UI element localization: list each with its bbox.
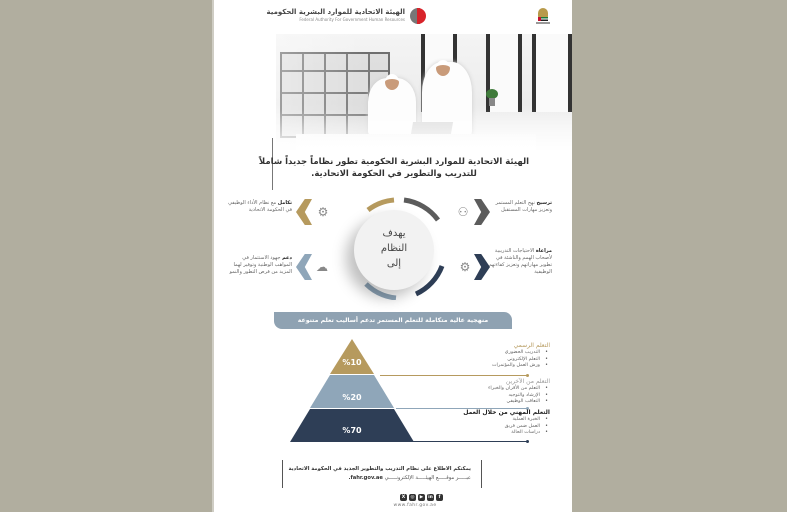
goals-center-circle bbox=[354, 210, 434, 290]
goal-continuous-learning: ترسيخ نهج التعلم المستمر وتعزيز مهارات المستقبل bbox=[495, 200, 552, 213]
org-name-ar: الهيئة الاتحادية للموارد البشرية الحكومية bbox=[266, 8, 405, 16]
org-name-en: Federal Authority For Government Human Resources bbox=[299, 17, 405, 22]
chevron-left-icon bbox=[296, 199, 312, 225]
goal-support-talent: دعم جهود الاستثمار في المواهب الوطنية وتوفير لهما المزيد من فرص التطور والنمو bbox=[229, 255, 292, 275]
list-item: • العمل ضمن فريق bbox=[420, 424, 550, 431]
learning-people-icon: ⚇ bbox=[457, 205, 469, 219]
level-learning-from-others bbox=[420, 378, 550, 406]
pyramid-tier-20 bbox=[310, 375, 394, 408]
intro-line-2: للتدريب والتطوير في الحكومة الاتحادية. bbox=[311, 169, 477, 179]
footer-url[interactable]: fahr.gov.ae. bbox=[348, 475, 383, 481]
intro-line-1: الهيئة الاتحادية للموارد البشرية الحكومية تطور نظاماً جديداً شاملاً bbox=[258, 157, 530, 167]
tier-percent-70: %70 bbox=[342, 426, 362, 435]
youtube-icon[interactable]: ▶ bbox=[419, 495, 424, 500]
list-item: • دراسات الحالة bbox=[420, 430, 550, 437]
list-item: • الإرشاد والتوجيه bbox=[420, 393, 550, 400]
goals-diagram bbox=[214, 192, 572, 307]
head-gears-icon: ⚙ bbox=[459, 260, 471, 274]
header bbox=[214, 0, 572, 32]
chevron-left-icon bbox=[296, 254, 312, 280]
tier-percent-10: %10 bbox=[342, 358, 362, 367]
footer-note bbox=[282, 460, 482, 488]
facebook-icon[interactable]: f bbox=[436, 494, 443, 501]
level-title: التعلم المهني من خلال العمل bbox=[463, 409, 550, 416]
instagram-icon[interactable]: ◎ bbox=[410, 495, 415, 500]
leader-line-work bbox=[386, 441, 528, 442]
pyramid-tier-70 bbox=[290, 409, 414, 442]
leader-line-formal bbox=[380, 375, 528, 376]
list-item: • الخبرة العملية bbox=[420, 417, 550, 424]
leader-dot bbox=[526, 440, 529, 443]
hero-photo bbox=[276, 34, 572, 150]
list-item: • التعاقب الوظيفي bbox=[420, 399, 550, 406]
document-page bbox=[214, 0, 572, 512]
level-formal-learning bbox=[420, 342, 550, 370]
hands-gears-icon: ⚙ bbox=[317, 205, 329, 219]
leader-dot bbox=[526, 374, 529, 377]
level-on-the-job bbox=[420, 409, 550, 437]
level-title: التعلم الرسمي bbox=[513, 342, 550, 349]
intro-heading bbox=[234, 156, 554, 180]
center-line-3: إلى bbox=[386, 258, 402, 269]
list-item: • ورش العمل والمؤتمرات bbox=[420, 363, 550, 370]
fahr-logo-icon bbox=[409, 6, 427, 26]
pyramid-tier-10 bbox=[330, 339, 374, 374]
website-link[interactable]: www.fahr.gov.ae bbox=[393, 503, 437, 508]
learning-pyramid bbox=[290, 339, 414, 442]
list-item: • التعلم الإلكتروني bbox=[420, 357, 550, 364]
goal-integration: تكامل مع نظام الأداء الوظيفي في الحكومة الاتحادية bbox=[228, 200, 292, 213]
ring-arc-top-left bbox=[368, 200, 394, 210]
uae-emblem-icon bbox=[536, 8, 550, 24]
growth-cloud-icon: ☁ bbox=[316, 260, 328, 274]
goal-special-needs: مراعاة الاحتياجات التدريبية لأصحاب الهمم والناشئة في تطوير مهاراتهم وتعزيز كفاءتهم الوظيفية bbox=[488, 248, 552, 275]
footer-line-2: عبـــــر موقـــــع الهيئـــــة الإلكترونـــــي fahr.gov.ae. bbox=[348, 475, 471, 481]
list-item: • التدريب الحضوري bbox=[420, 350, 550, 357]
level-title: التعلم من الآخرين bbox=[505, 378, 550, 385]
linkedin-icon[interactable]: in bbox=[428, 495, 433, 500]
tier-percent-20: %20 bbox=[342, 393, 362, 402]
list-item: • التعلم من الأقران والخبراء bbox=[420, 386, 550, 393]
methodology-banner: منهجية عالية متكاملة للتعلم المستمر تدعم أساليب تعلم متنوعة bbox=[274, 312, 512, 329]
social-links bbox=[400, 494, 443, 501]
footer-line-1: يمكنكم الاطلاع على نظام التدريب والتطوير الجديد في الحكومة الاتحادية bbox=[288, 466, 471, 472]
center-line-2: النظام bbox=[380, 243, 408, 254]
center-line-1: يهدف bbox=[382, 228, 406, 239]
x-icon[interactable]: X bbox=[401, 495, 406, 500]
fahr-logo bbox=[266, 6, 427, 26]
